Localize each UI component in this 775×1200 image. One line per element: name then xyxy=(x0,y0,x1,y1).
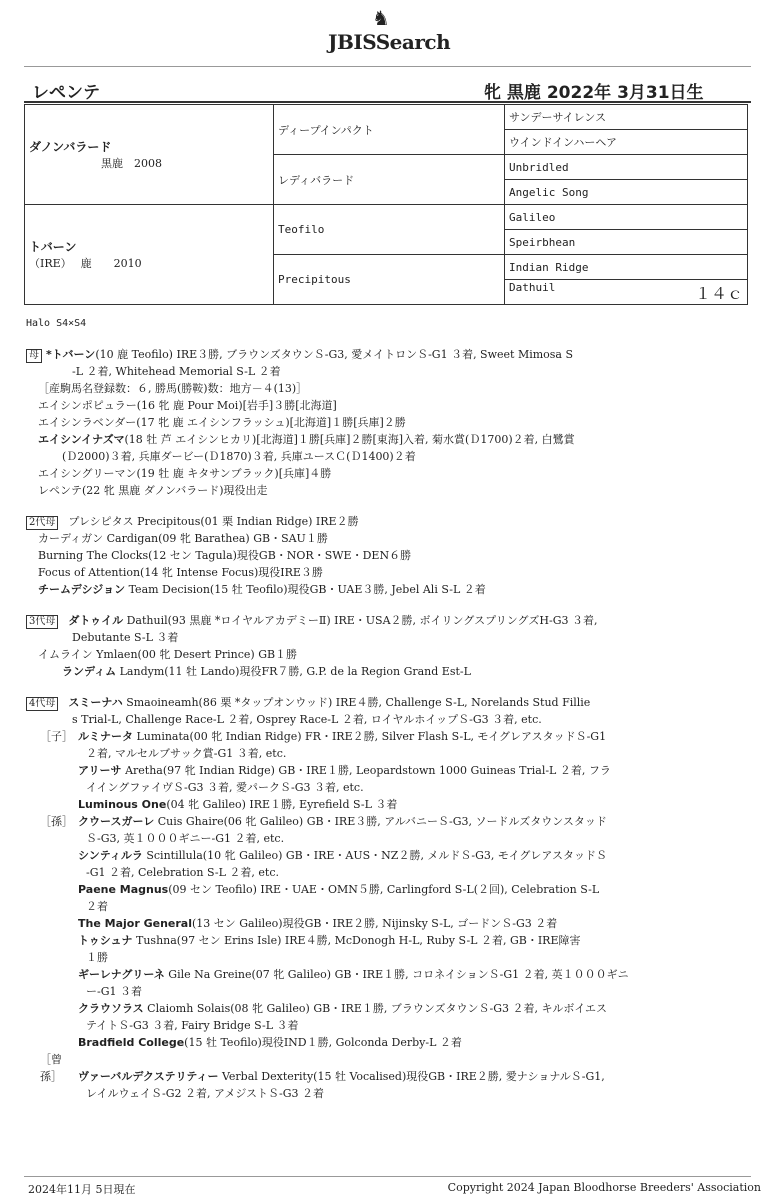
third-dam-grand-name[interactable]: ランディム xyxy=(62,665,117,678)
dam-cell xyxy=(25,205,274,305)
produce-4: エイシングリーマン(19 牡 鹿 キタサンブラック)[兵庫]４勝 xyxy=(38,467,332,480)
sire-sire[interactable]: ディープインパクト xyxy=(274,105,505,155)
family-number: １４ｃ xyxy=(694,283,743,303)
third-dam-grand-detail: Landym(11 牡 Lando)現役FR７勝, G.P. de la Region Grand Est-L xyxy=(119,665,471,678)
dam-dam-dam-name[interactable]: Dathuil xyxy=(509,280,556,294)
header-divider xyxy=(24,66,751,67)
grand-1-cont: Ｓ-G3, 英１０００ギニー-G1 ２着, etc. xyxy=(86,832,285,845)
logo-text-search: Search xyxy=(375,30,451,54)
dam-detail: （IRE） 鹿 2010 xyxy=(29,257,142,270)
grand-8-detail: (15 牡 Teofilo)現役IND１勝, Golconda Derby-L ２着 xyxy=(184,1036,462,1049)
dam-entry-cont: -L ２着, Whitehead Memorial S-L ２着 xyxy=(72,365,281,378)
jbis-logo[interactable] xyxy=(328,8,468,54)
third-dam-produce-1: イムライン Ymlaen(00 牝 Desert Prince) GB１勝 xyxy=(38,648,298,661)
sire-detail: 黒鹿 2008 xyxy=(101,157,162,170)
dam-produce-summary: ［産駒馬名登録数：６, 勝馬(勝鞍)数：地方－４(13)］ xyxy=(38,382,308,395)
footer-divider xyxy=(24,1176,751,1177)
pedigree-table xyxy=(24,104,748,305)
produce-3-detail: (18 牡 芦 エイシンヒカリ)[北海道]１勝[兵庫]２勝[東海]入着, 菊水賞(Ｄ1700)２着, 白鷺賞 xyxy=(124,433,575,446)
grand-3-name[interactable]: Paene Magnus xyxy=(78,883,169,896)
section-tag-4th-dam: 4代母 xyxy=(26,697,58,711)
horse-info: 牝 黒鹿 2022年 3月31日生 xyxy=(484,83,704,103)
sire-sire-dam[interactable]: ウインドインハーヘア xyxy=(505,130,748,155)
child-1-name[interactable]: ルミナータ xyxy=(78,730,133,743)
grand-3-detail: (09 セン Teofilo) IRE・UAE・OMN５勝, Carlingford S-L(２回), Celebration S-L xyxy=(168,883,600,896)
child-1-detail: Luminata(00 牝 Indian Ridge) FR・IRE２勝, Silver Flash S-L, モイグレアスタッドＳ-G1 xyxy=(136,730,607,743)
grand-2-detail: Scintillula(10 牝 Galileo) GB・IRE・AUS・NZ２勝, メルドＳ-G3, モイグレアスタッドＳ xyxy=(146,849,607,862)
dam-sire-sire[interactable]: Galileo xyxy=(505,205,748,230)
grand-7-detail: Claiomh Solais(08 牝 Galileo) GB・IRE１勝, ブラウンズタウンＳ-G3 ２着, キルボイエス xyxy=(147,1002,607,1015)
inbreeding-info: Halo S4×S4 xyxy=(26,318,87,329)
child-1-cont: ２着, マルセルブサック賞-G1 ３着, etc. xyxy=(86,747,287,760)
dam-dam-sire[interactable]: Indian Ridge xyxy=(505,255,748,280)
second-dam-produce-3: Focus of Attention(14 牝 Intense Focus)現役IRE３勝 xyxy=(38,566,323,579)
fourth-dam-cont: s Trial-L, Challenge Race-L ２着, Osprey Race-L ２着, ロイヤルホイップＳ-G3 ３着, etc. xyxy=(72,713,542,726)
dam-sire[interactable]: Teofilo xyxy=(274,205,505,255)
grand-1-name[interactable]: クウースガーレ xyxy=(78,815,155,828)
sire-cell xyxy=(25,105,274,205)
footer-date: 2024年11月 5日現在 xyxy=(28,1183,136,1196)
label-great-grandchild: ［曾孫］ xyxy=(40,1053,62,1083)
grand-7-name[interactable]: クラウソラス xyxy=(78,1002,144,1015)
grand-1-detail: Cuis Ghaire(06 牝 Galileo) GB・IRE３勝, アルバニーＳ-G3, ソードルズタウンスタッド xyxy=(157,815,607,828)
grand-5-cont: １勝 xyxy=(86,951,108,964)
dam-dam-dam xyxy=(505,280,748,305)
second-dam-produce-1: カーディガン Cardigan(09 牝 Barathea) GB・SAU１勝 xyxy=(38,532,328,545)
grand-7-cont: テイトＳ-G3 ３着, Fairy Bridge S-L ３着 xyxy=(86,1019,299,1032)
second-dam-produce-2: Burning The Clocks(12 セン Tagula)現役GB・NOR・SWE・DEN６勝 xyxy=(38,549,412,562)
child-2-detail: Aretha(97 牝 Indian Ridge) GB・IRE１勝, Leopardstown 1000 Guineas Trial-L ２着, フラ xyxy=(125,764,611,777)
dam-entry-name[interactable]: *トバーン xyxy=(46,348,96,361)
grand-2-name[interactable]: シンティルラ xyxy=(78,849,143,862)
ggrand-1-cont: レイルウェイＳ-G2 ２着, アメジストＳ-G3 ２着 xyxy=(86,1087,325,1100)
logo-text-jbis: JBIS xyxy=(328,30,376,54)
ggrand-1-name[interactable]: ヴァーバルデクステリティー xyxy=(78,1070,219,1083)
produce-1: エイシンポピュラー(16 牝 鹿 Pour Moi)[岩手]３勝[北海道] xyxy=(38,399,337,412)
grand-5-detail: Tushna(97 セン Erins Isle) IRE４勝, McDonogh H-L, Ruby S-L ２着, GB・IRE障害 xyxy=(136,934,581,947)
grand-4-name[interactable]: The Major General xyxy=(78,917,192,930)
second-dam-produce-4-detail: Team Decision(15 牡 Teofilo)現役GB・UAE３勝, Jebel Ali S-L ２着 xyxy=(128,583,486,596)
third-dam-cont: Debutante S-L ３着 xyxy=(72,631,179,644)
title-divider xyxy=(24,101,751,103)
second-dam-entry: プレシピタス Precipitous(01 栗 Indian Ridge) IRE２勝 xyxy=(68,515,359,528)
ggrand-1-detail: Verbal Dexterity(15 牡 Vocalised)現役GB・IRE２勝, 愛ナショナルＳ-G1, xyxy=(221,1070,605,1083)
fourth-dam-detail: Smaoineamh(86 栗 *タップオンウッド) IRE４勝, Challenge S-L, Norelands Stud Fillie xyxy=(126,696,591,709)
sire-dam-dam[interactable]: Angelic Song xyxy=(505,180,748,205)
section-tag-3rd-dam: 3代母 xyxy=(26,615,58,629)
second-dam-produce-4-name[interactable]: チームデシジョン xyxy=(38,583,126,596)
grand-6-cont: ー-G1 ３着 xyxy=(86,985,142,998)
produce-5: レペンテ(22 牝 黒鹿 ダノンバラード)現役出走 xyxy=(38,484,268,497)
grand-6-name[interactable]: ギーレナグリーネ xyxy=(78,968,165,981)
label-grandchild: ［孫］ xyxy=(40,815,73,828)
grand-2-cont: -G1 ２着, Celebration S-L ２着, etc. xyxy=(86,866,279,879)
section-tag-2nd-dam: 2代母 xyxy=(26,516,58,530)
grand-4-detail: (13 セン Galileo)現役GB・IRE２勝, Nijinsky S-L, ゴードンＳ-G3 ２着 xyxy=(191,917,558,930)
third-dam-name[interactable]: ダトゥイル xyxy=(68,614,124,627)
dam-name[interactable]: トバーン xyxy=(29,240,77,254)
produce-3-name[interactable]: エイシンイナズマ xyxy=(38,433,125,446)
footer-copyright: Copyright 2024 Japan Bloodhorse Breeders' Association xyxy=(447,1181,761,1194)
dam-entry-detail: (10 鹿 Teofilo) IRE３勝, ブラウンズタウンＳ-G3, 愛メイトロンＳ-G1 ３着, Sweet Mimosa S xyxy=(95,348,574,361)
produce-3-cont: (Ｄ2000)３着, 兵庫ダービー(Ｄ1870)３着, 兵庫ユースＣ(Ｄ1400)２着 xyxy=(62,450,416,463)
horse-name: レペンテ xyxy=(32,83,100,103)
produce-2: エイシンラベンダー(17 牝 鹿 エイシンフラッシュ)[北海道]１勝[兵庫]２勝 xyxy=(38,416,406,429)
sire-dam-sire[interactable]: Unbridled xyxy=(505,155,748,180)
child-2-name[interactable]: アリーサ xyxy=(78,764,122,777)
grand-6-detail: Gile Na Greine(07 牝 Galileo) GB・IRE１勝, コロネイションＳ-G1 ２着, 英１０００ギニ xyxy=(168,968,629,981)
child-2-cont: イイングファイヴＳ-G3 ３着, 愛パークＳ-G3 ３着, etc. xyxy=(86,781,364,794)
fourth-dam-name[interactable]: スミーナハ xyxy=(68,696,123,709)
dam-dam[interactable]: Precipitous xyxy=(274,255,505,305)
horse-logo-icon: ♞ xyxy=(372,6,390,30)
grand-5-name[interactable]: トゥシュナ xyxy=(78,934,133,947)
child-3-name[interactable]: Luminous One xyxy=(78,798,167,811)
child-3-detail: (04 牝 Galileo) IRE１勝, Eyrefield S-L ３着 xyxy=(166,798,398,811)
family-body xyxy=(26,346,748,1102)
dam-sire-dam[interactable]: Speirbhean xyxy=(505,230,748,255)
third-dam-detail: Dathuil(93 黒鹿 *ロイヤルアカデミーⅡ) IRE・USA２勝, ボイリングスプリングズH-G3 ３着, xyxy=(126,614,598,627)
section-tag-dam: 母 xyxy=(26,349,42,363)
sire-sire-sire[interactable]: サンデーサイレンス xyxy=(505,105,748,130)
grand-8-name[interactable]: Bradfield College xyxy=(78,1036,185,1049)
label-child: ［子］ xyxy=(40,730,73,743)
sire-dam[interactable]: レディバラード xyxy=(274,155,505,205)
grand-3-cont: ２着 xyxy=(86,900,108,913)
sire-name[interactable]: ダノンバラード xyxy=(29,140,112,154)
